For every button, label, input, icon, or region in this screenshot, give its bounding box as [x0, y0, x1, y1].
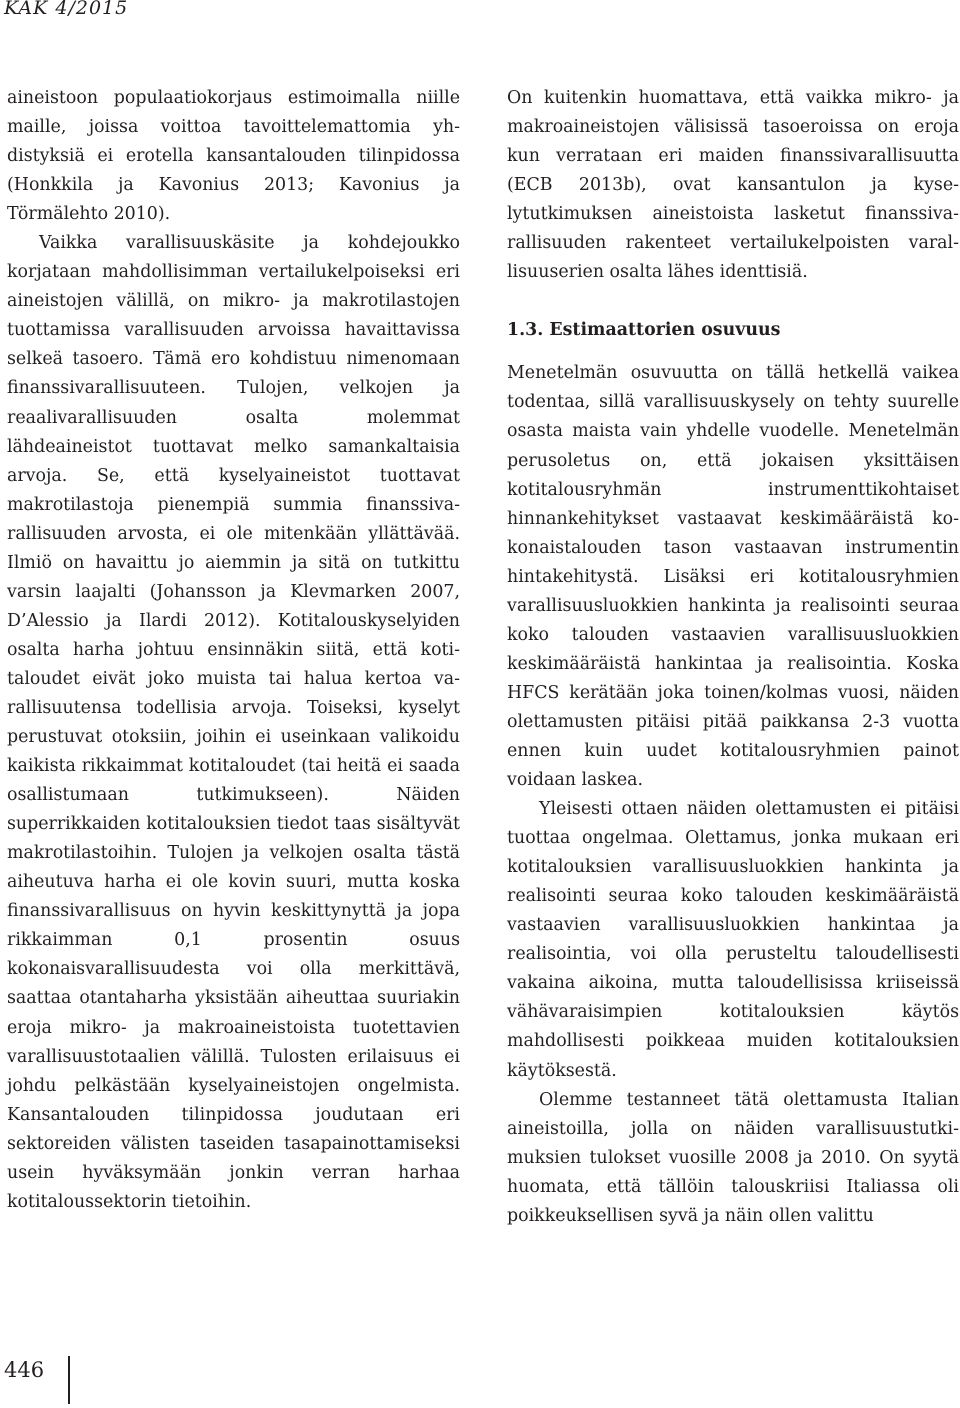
page-number: 446 — [4, 1358, 45, 1382]
right-column — [507, 84, 959, 1231]
footer-divider — [68, 1356, 70, 1404]
section-heading — [507, 316, 959, 345]
right-paragraph-2: Menetelmän osuvuutta on tällä hetkellä vaikea todentaa, sillä varallisuuskysely on tehty suurelle osasta maista vain yhdelle vuodelle. Menetelmän perusoletus on, että jokaisen yksittäisen kotitalousryhmän instrumenttikohtaiset hinnankehitykset vastaavat keskimääräistä kokonaistalouden tason vastaavan instrumentin hintakehitystä. Lisäksi eri kotitalousryhmien varallisuusluokkien hankinta ja realisointi seuraa koko talouden vastaavien varallisuusluokkien keskimääräistä hankintaa ja realisointia. Koska HFCS kerätään joka toinen/kolmas vuosi, näiden olettamusten pitäisi pitää paikkansa 2-3 vuotta ennen kuin uudet kotitalousryhmien painot voidaan laskea. — [507, 363, 959, 791]
left-paragraph-1: aineistoon populaatiokorjaus estimoimalla niille maille, joissa voittoa tavoittelemattomia yhdistyksiä ei erotella kansantalouden tilinpidossa (Honkkila ja Kavonius 2013; Kavonius ja Törmälehto 2010). — [7, 88, 460, 225]
left-column — [7, 84, 460, 1217]
section-title: Estimaattorien osuvuus — [549, 320, 781, 341]
section-number: 1.3. — [507, 320, 544, 341]
left-paragraph-2: Vaikka varallisuuskäsite ja kohdejoukko korjataan mahdollisimman vertailukelpoiseksi eri aineistojen välillä, on mikro- ja makrotilastojen tuottamissa varallisuuden arvoissa havaittavissa selkeä tasoero. Tämä ero kohdistuu nimenomaan finanssivarallisuuteen. Tulojen, velkojen ja reaalivarallisuuden osalta molemmat lähdeaineistot tuottavat melko samankaltaisia arvoja. Se, että kyselyaineistot tuottavat makrotilastoja pienempiä summia finanssivarallisuuden arvosta, ei ole mitenkään yllättävää. Ilmiö on havaittu jo aiemmin ja sitä on tutkittu varsin laajalti (Johansson ja Klevmarken 2007, D’Alessio ja Ilardi 2012). Kotitalouskyselyiden osalta harha johtuu ensinnäkin siitä, että kotitaloudet eivät joko muista tai halua kertoa varallisuutensa todellisia arvoja. Toiseksi, kyselyt perustuvat otoksiin, joihin ei useinkaan valikoidu kaikista rikkaimmat kotitaloudet (tai heitä ei saada osallistumaan tutkimukseen). Näiden superrikkaiden kotitalouksien tiedot taas sisältyvät makrotilastoihin. Tulojen ja velkojen osalta tästä aiheutuva harha ei ole kovin suuri, mutta koska finanssivarallisuus on hyvin keskittynyttä ja jopa rikkaimman 0,1 prosentin osuus kokonaisvarallisuudesta voi olla merkittävä, saattaa otantaharha yksistään aiheuttaa suuriakin eroja mikro- ja makroaineistoista tuotettavien varallisuustotaalien välillä. Tulosten erilaisuus ei johdu pelkästään kyselyaineistojen ongelmista. Kansantalouden tilinpidossa joudutaan eri sektoreiden välisten taseiden tasapainottamiseksi usein hyväksymään jonkin verran harhaa kotitaloussektorin tietoihin. — [7, 233, 460, 1212]
right-paragraph-4: Olemme testanneet tätä olettamusta Italian aineistoilla, jolla on näiden varallisuustutkimuksien tulokset vuosille 2008 ja 2010. On syytä huomata, että tällöin talouskriisi Italiassa oli poikkeuksellisen syvä ja näin ollen valittu — [507, 1089, 959, 1226]
running-header: KAK 4/2015 — [4, 0, 129, 19]
right-paragraph-3: Yleisesti ottaen näiden olettamusten ei pitäisi tuottaa ongelmaa. Olettamus, jonka mukaan eri kotitalouksien varallisuusluokkien hankinta ja realisointi seuraa koko talouden keskimääräistä vastaavien varallisuusluokkien hankintaa ja realisointia, voi olla perusteltu taloudellisesti vakaina aikoina, mutta taloudellisissa kriiseissä vähävaraisimpien kotitalouksien käytös mahdollisesti poikkeaa muiden kotitalouksien käytöksestä. — [507, 799, 959, 1081]
right-paragraph-1: On kuitenkin huomattava, että vaikka mikro- ja makroaineistojen välisissä tasoeroissa on eroja kun verrataan eri maiden finanssivarallisuutta (ECB 2013b), ovat kansantulon ja kyselytutkimuksen aineistoista lasketut finanssivarallisuuden rakenteet vertailukelpoisten varallisuuserien osalta lähes identtisiä. — [507, 88, 959, 283]
